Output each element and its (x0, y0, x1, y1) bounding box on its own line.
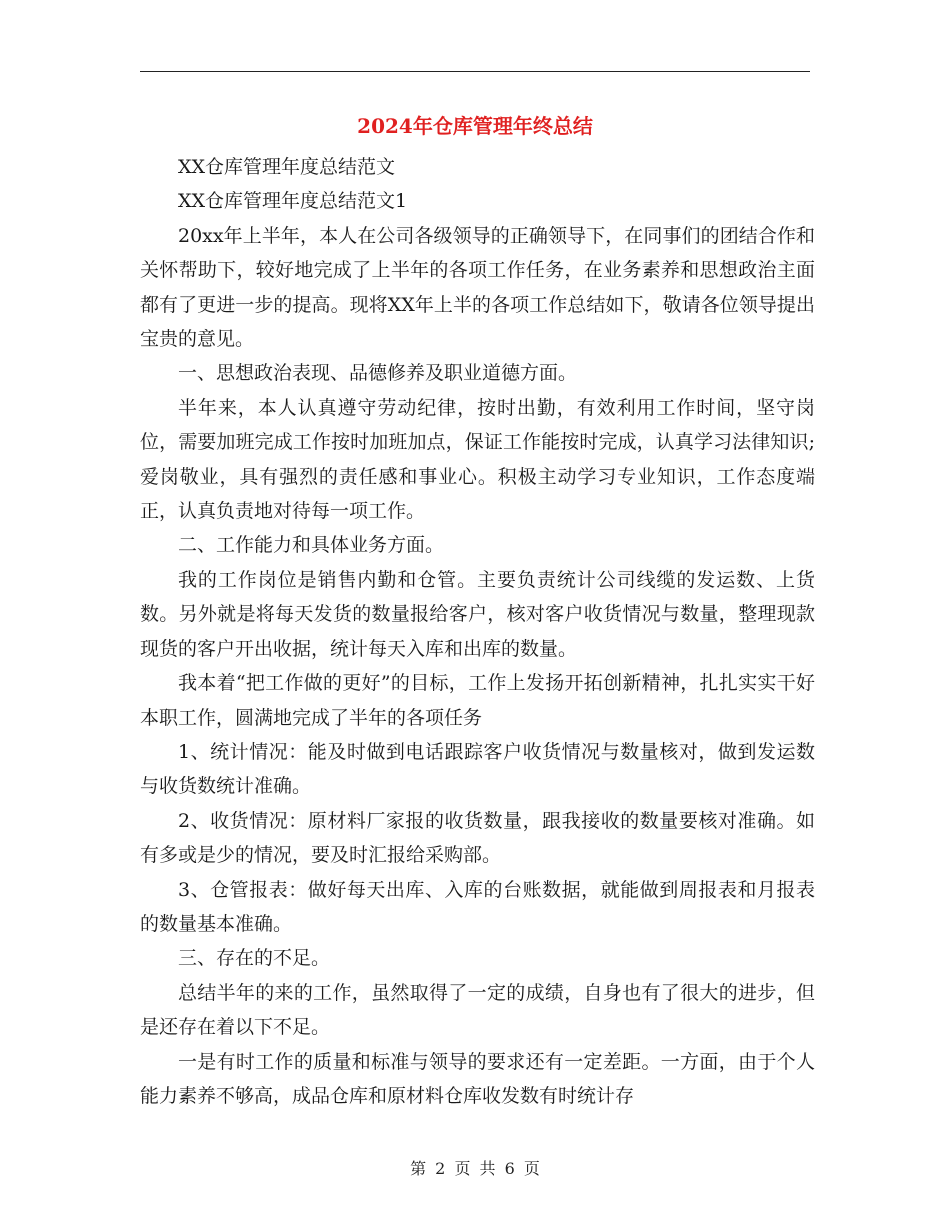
paragraph: XX仓库管理年度总结范文1 (178, 190, 408, 213)
paragraph: 一是有时工作的质量和标准与领导的要求还有一定差距。一方面，由于个人能力素养不够高，成品仓库和原材料仓库收发数有时统计存 (140, 1050, 815, 1107)
paragraph: 半年来，本人认真遵守劳动纪律，按时出勤，有效利用工作时间，坚守岗位，需要加班完成工作按时加班加点，保证工作能按时完成，认真学习法律知识;爱岗敬业，具有强烈的责任感和事业心。积极主动学习专业知识，工作态度端正，认真负责地对待每一项工作。 (140, 396, 815, 523)
paragraph: 总结半年的来的工作，虽然取得了一定的成绩，自身也有了很大的进步，但是还存在着以下不足。 (140, 981, 815, 1039)
paragraph: 我的工作岗位是销售内勤和仓管。主要负责统计公司线缆的发运数、上货数。另外就是将每天发货的数量报给客户，核对客户收货情况与数量，整理现款现货的客户开出收据，统计每天入库和出库的数量。 (140, 568, 815, 660)
paragraph: 20xx年上半年，本人在公司各级领导的正确领导下，在同事们的团结合作和关怀帮助下，较好地完成了上半年的各项工作任务，在业务素养和思想政治主面都有了更进一步的提高。现将XX年上半的各项工作总结如下，敬请各位领导提出宝贵的意见。 (140, 224, 815, 351)
paragraph: XX仓库管理年度总结范文 (178, 156, 396, 178)
list-item: 2、收货情况：原材料厂家报的收货数量，跟我接收的数量要核对准确。如有多或是少的情况，要及时汇报给采购部。 (140, 809, 815, 867)
section-heading: 三、存在的不足。 (178, 947, 331, 970)
document-title: 2024年仓库管理年终总结 (357, 114, 593, 138)
page-number: 第 2 页 共 6 页 (410, 1159, 540, 1178)
section-heading: 二、工作能力和具体业务方面。 (178, 534, 445, 557)
paragraph: 我本着“把工作做的更好”的目标，工作上发扬开拓创新精神，扎扎实实干好本职工作，圆满地完成了半年的各项任务 (140, 672, 815, 729)
header-rule (140, 71, 810, 72)
list-item: 1、统计情况：能及时做到电话跟踪客户收货情况与数量核对，做到发运数与收货数统计准确。 (140, 740, 815, 798)
section-heading: 一、思想政治表现、品德修养及职业道德方面。 (178, 362, 578, 385)
list-item: 3、仓管报表：做好每天出库、入库的台账数据，就能做到周报表和月报表的数量基本准确。 (140, 878, 815, 935)
document-body (140, 150, 815, 1113)
